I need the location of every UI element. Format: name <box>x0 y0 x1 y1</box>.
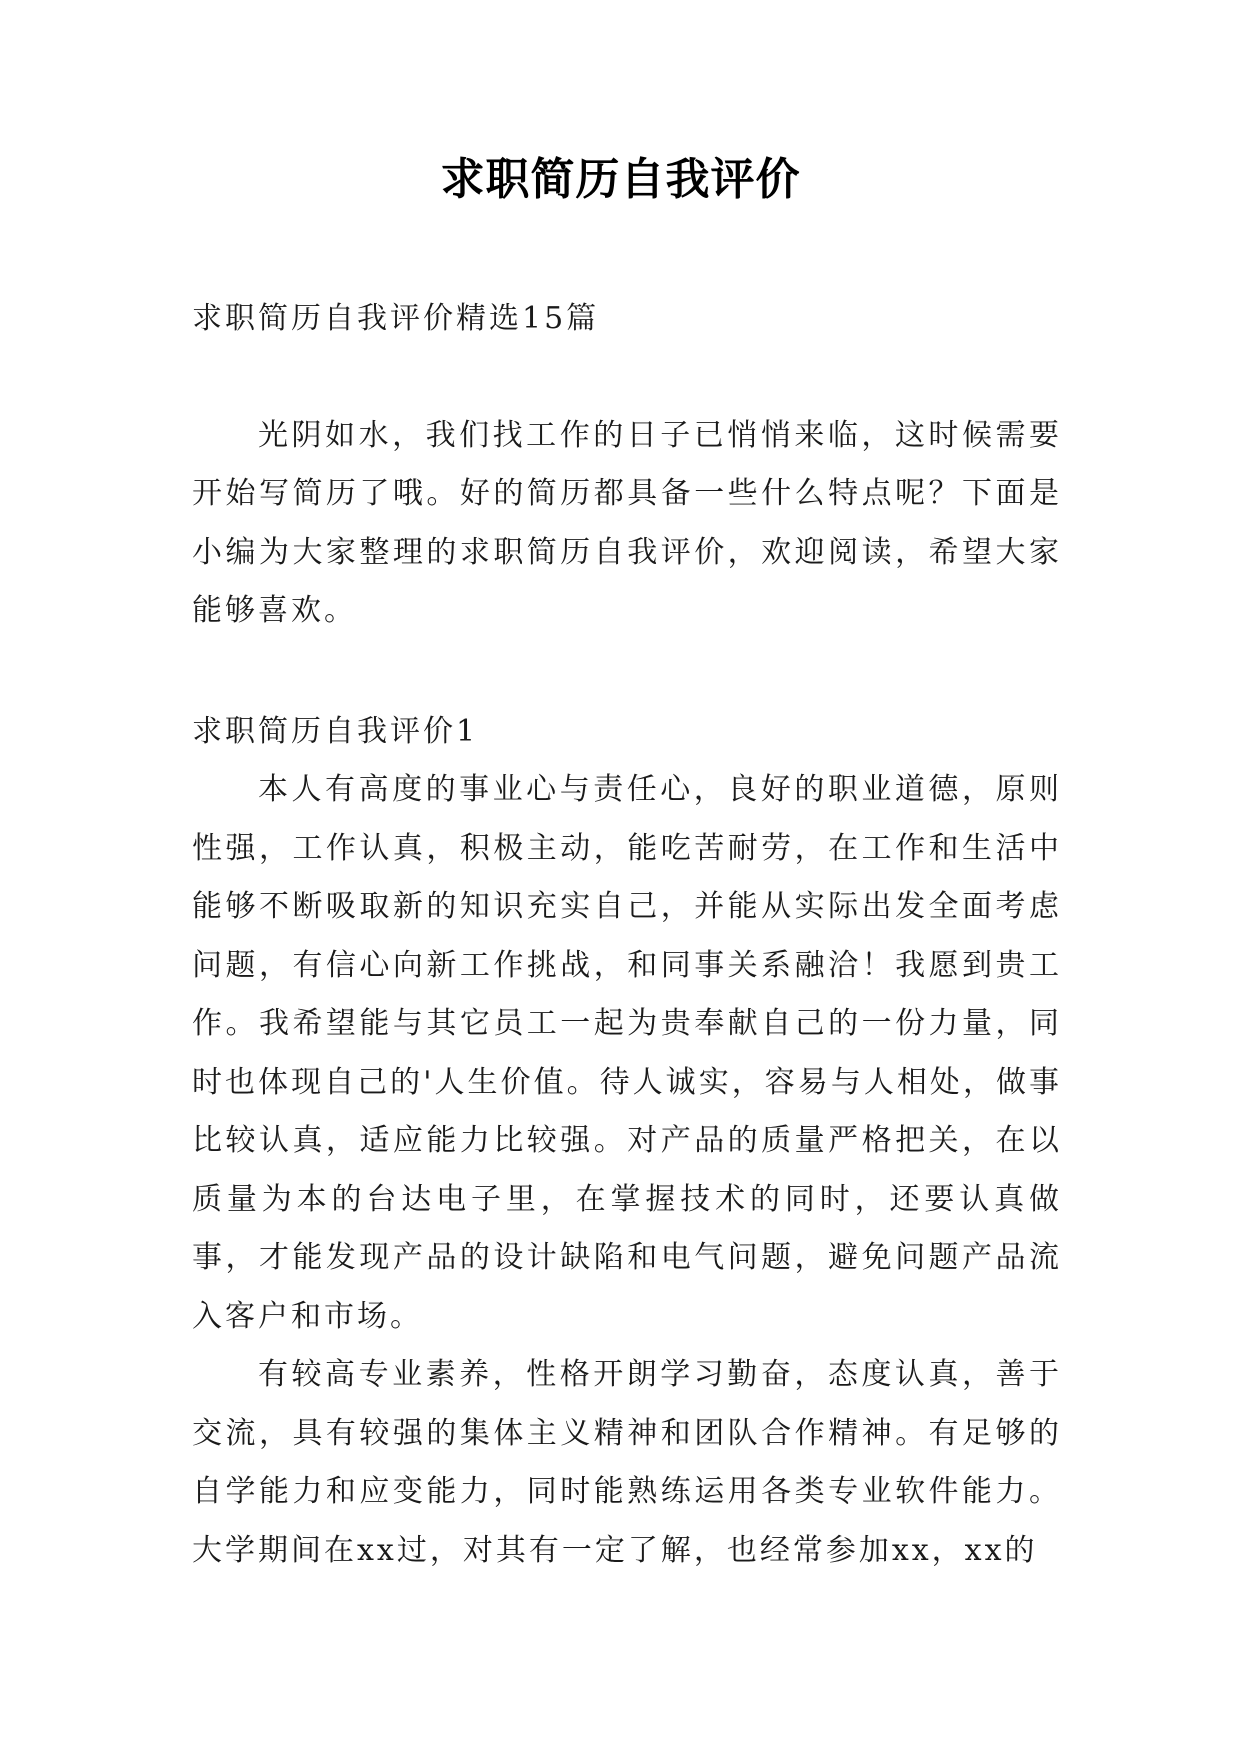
spacer <box>192 641 1062 703</box>
intro-paragraph: 光阴如水，我们找工作的日子已悄悄来临，这时候需要开始写简历了哦。好的简历都具备一些什么特点呢？下面是小编为大家整理的求职简历自我评价，欢迎阅读，希望大家能够喜欢。 <box>192 417 1062 628</box>
document-title: 求职简历自我评价 <box>440 154 801 205</box>
document-subtitle: 求职简历自我评价精选15篇 <box>192 301 600 336</box>
spacer <box>192 349 1062 407</box>
section-heading: 求职简历自我评价1 <box>192 713 479 749</box>
document-body <box>192 290 1062 1580</box>
section-paragraph: 本人有高度的事业心与责任心，良好的职业道德，原则性强，工作认真，积极主动，能吃苦耐劳，在工作和生活中能够不断吸取新的知识充实自己，并能从实际出发全面考虑问题，有信心向新工作挑战，和同事关系融洽！我愿到贵工作。我希望能与其它员工一起为贵奉献自己的一份力量，同时也体现自己的'人生价值。待人诚实，容易与人相处，做事比较认真，适应能力比较强。对产品的质量严格把关，在以质量为本的台达电子里，在掌握技术的同时，还要认真做事，才能发现产品的设计缺陷和电气问题，避免问题产品流入客户和市场。 <box>192 772 1062 1334</box>
section-paragraph: 有较高专业素养，性格开朗学习勤奋，态度认真，善于交流，具有较强的集体主义精神和团队合作精神。有足够的自学能力和应变能力，同时能熟练运用各类专业软件能力。大学期间在xx过，对其有一定了解，也经常参加xx，xx的 <box>192 1357 1062 1568</box>
